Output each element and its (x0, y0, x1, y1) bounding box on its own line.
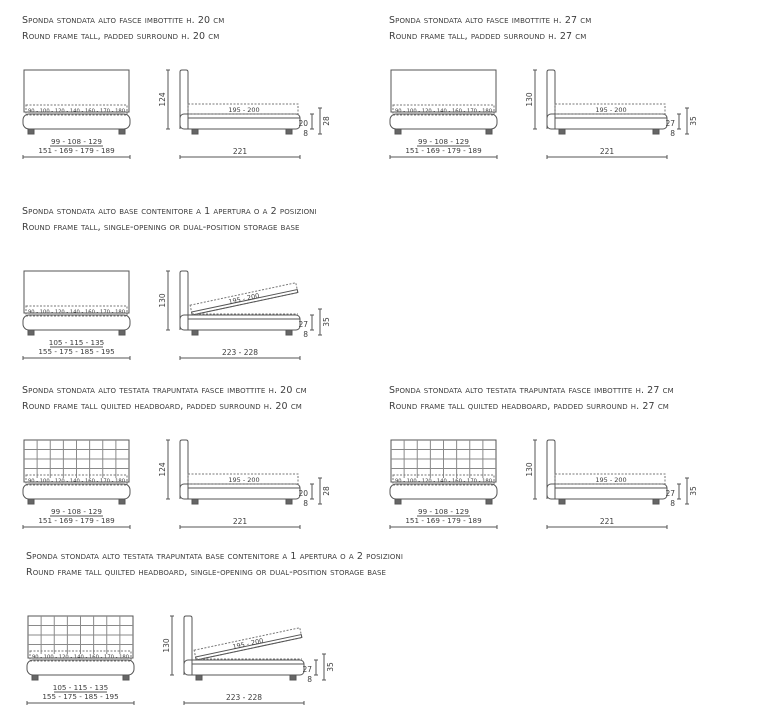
bed-base (390, 114, 497, 129)
bed-panel-p5 (389, 386, 729, 551)
surround-label: 20 (298, 119, 308, 128)
headboard-profile (547, 70, 555, 129)
foot-right (119, 499, 125, 504)
total-height-label: 35 (322, 317, 331, 327)
foot-right (486, 129, 492, 134)
bed-drawings (22, 207, 362, 372)
mattress-sizes-label: 90 - 100 - 120 - 140 - 160 - 170 - 180 (27, 309, 126, 316)
side-view (158, 70, 331, 159)
length-label: 221 (599, 147, 615, 156)
base-label: 8 (307, 675, 312, 684)
mattress-sizes-label: 90 - 100 - 120 - 140 - 160 - 170 - 180 (27, 478, 126, 485)
panel-title-italian: Sponda stondata alto fasce imbottite h. 20 cm (22, 15, 225, 26)
foot-right (119, 129, 125, 134)
height-label: 130 (525, 462, 534, 477)
lifted-frame (194, 628, 302, 660)
bed-base (390, 484, 497, 499)
base-label: 8 (670, 499, 675, 508)
inner-width-label: 105 - 115 - 135 (48, 338, 105, 347)
side-view (158, 271, 331, 360)
base-label: 8 (303, 330, 308, 339)
bed-base (23, 315, 130, 330)
lifted-frame (190, 283, 298, 315)
height-label: 124 (158, 462, 167, 477)
outer-width-label: 151 - 169 - 179 - 189 (38, 516, 115, 525)
height-label: 130 (525, 92, 534, 107)
side-foot-right (653, 499, 659, 504)
inner-width-label: 99 - 108 - 129 (418, 507, 469, 516)
panel-title-italian: Sponda stondata alto testata trapuntata base contenitore a 1 apertura o a 2 posizioni (26, 551, 403, 562)
headboard-profile (184, 616, 192, 675)
bed-drawings (389, 386, 729, 551)
base-label: 8 (303, 499, 308, 508)
mattress-sizes-label: 90 - 100 - 120 - 140 - 160 - 170 - 180 (31, 654, 130, 661)
mattress-sizes-label: 90 - 100 - 120 - 140 - 160 - 170 - 180 (394, 108, 493, 115)
side-view (525, 440, 698, 529)
mattress-length-label: 195 - 200 (595, 476, 627, 484)
base-label: 8 (670, 129, 675, 138)
mattress-length-label: 195 - 200 (228, 106, 260, 114)
side-view (162, 616, 335, 705)
side-foot-left (559, 129, 565, 134)
total-height-label: 35 (326, 662, 335, 672)
foot-right (486, 499, 492, 504)
front-view (390, 70, 497, 159)
headboard-profile (180, 440, 188, 499)
length-label: 223 - 228 (221, 348, 259, 357)
side-base (184, 660, 304, 675)
length-label: 221 (232, 517, 248, 526)
panel-title-italian: Sponda stondata alto fasce imbottite h. 27 cm (389, 15, 592, 26)
inner-width-label: 99 - 108 - 129 (51, 137, 102, 146)
length-label: 221 (232, 147, 248, 156)
side-foot-left (192, 129, 198, 134)
side-foot-left (192, 499, 198, 504)
headboard-profile (180, 70, 188, 129)
foot-left (395, 499, 401, 504)
height-label: 130 (162, 638, 171, 653)
surround-label: 27 (665, 489, 675, 498)
outer-width-label: 155 - 175 - 185 - 195 (38, 347, 115, 356)
surround-label: 20 (298, 489, 308, 498)
side-foot-right (653, 129, 659, 134)
outer-width-label: 151 - 169 - 179 - 189 (405, 516, 482, 525)
height-label: 130 (158, 293, 167, 308)
mattress-sizes-label: 90 - 100 - 120 - 140 - 160 - 170 - 180 (394, 478, 493, 485)
foot-left (395, 129, 401, 134)
side-base (180, 315, 300, 330)
bed-panel-p2 (389, 16, 729, 181)
panel-title-english: Round frame tall, single-opening or dual-position storage base (22, 222, 300, 233)
length-label: 221 (599, 517, 615, 526)
mattress-length-label: 195 - 200 (231, 636, 265, 652)
front-view (23, 440, 130, 529)
total-height-label: 28 (322, 486, 331, 496)
panel-title-english: Round frame tall quilted headboard, padded surround h. 20 cm (22, 401, 302, 412)
side-base (180, 484, 300, 499)
outer-width-label: 155 - 175 - 185 - 195 (42, 692, 119, 701)
side-foot-left (196, 675, 202, 680)
panel-title-english: Round frame tall, padded surround h. 20 cm (22, 31, 220, 42)
height-label: 124 (158, 92, 167, 107)
length-label: 223 - 228 (225, 693, 263, 702)
bed-panel-p1 (22, 16, 362, 181)
panel-title-italian: Sponda stondata alto base contenitore a 1 apertura o a 2 posizioni (22, 206, 317, 217)
foot-left (28, 129, 34, 134)
side-foot-left (192, 330, 198, 335)
headboard-profile (180, 271, 188, 330)
bed-panel-p6 (26, 551, 403, 717)
side-foot-right (290, 675, 296, 680)
bed-base (23, 114, 130, 129)
side-view (158, 440, 331, 529)
foot-left (28, 499, 34, 504)
panel-title-italian: Sponda stondata alto testata trapuntata fasce imbottite h. 27 cm (389, 385, 674, 396)
side-view (525, 70, 698, 159)
surround-label: 27 (665, 119, 675, 128)
foot-right (123, 675, 129, 680)
total-height-label: 35 (689, 486, 698, 496)
side-foot-right (286, 330, 292, 335)
mattress-length-label: 195 - 200 (227, 291, 261, 307)
inner-width-label: 99 - 108 - 129 (51, 507, 102, 516)
bed-drawings (22, 386, 362, 551)
headboard-profile (547, 440, 555, 499)
front-view (27, 616, 134, 705)
side-base (547, 484, 667, 499)
headboard (24, 271, 129, 313)
total-height-label: 28 (322, 116, 331, 126)
panel-title-english: Round frame tall quilted headboard, padded surround h. 27 cm (389, 401, 669, 412)
outer-width-label: 151 - 169 - 179 - 189 (38, 146, 115, 155)
headboard (391, 70, 496, 112)
bed-panel-p4 (22, 386, 362, 551)
surround-label: 27 (298, 320, 308, 329)
total-height-label: 35 (689, 116, 698, 126)
side-foot-right (286, 129, 292, 134)
base-label: 8 (303, 129, 308, 138)
inner-width-label: 99 - 108 - 129 (418, 137, 469, 146)
foot-left (32, 675, 38, 680)
front-view (23, 70, 130, 159)
headboard (24, 70, 129, 112)
foot-right (119, 330, 125, 335)
bed-panel-p3 (22, 207, 362, 372)
bed-base (27, 660, 134, 675)
bed-base (23, 484, 130, 499)
surround-label: 27 (302, 665, 312, 674)
panel-title-english: Round frame tall quilted headboard, single-opening or dual-position storage base (26, 567, 387, 578)
inner-width-label: 105 - 115 - 135 (52, 683, 109, 692)
bed-drawings (389, 16, 729, 181)
mattress-sizes-label: 90 - 100 - 120 - 140 - 160 - 170 - 180 (27, 108, 126, 115)
foot-left (28, 330, 34, 335)
side-foot-right (286, 499, 292, 504)
outer-width-label: 151 - 169 - 179 - 189 (405, 146, 482, 155)
front-view (390, 440, 497, 529)
mattress-length-label: 195 - 200 (228, 476, 260, 484)
side-base (547, 114, 667, 129)
mattress-length-label: 195 - 200 (595, 106, 627, 114)
side-base (180, 114, 300, 129)
panel-title-english: Round frame tall, padded surround h. 27 cm (389, 31, 587, 42)
front-view (23, 271, 130, 360)
bed-drawings (22, 16, 362, 181)
bed-drawings (26, 552, 366, 717)
side-foot-left (559, 499, 565, 504)
panel-title-italian: Sponda stondata alto testata trapuntata fasce imbottite h. 20 cm (22, 385, 307, 396)
